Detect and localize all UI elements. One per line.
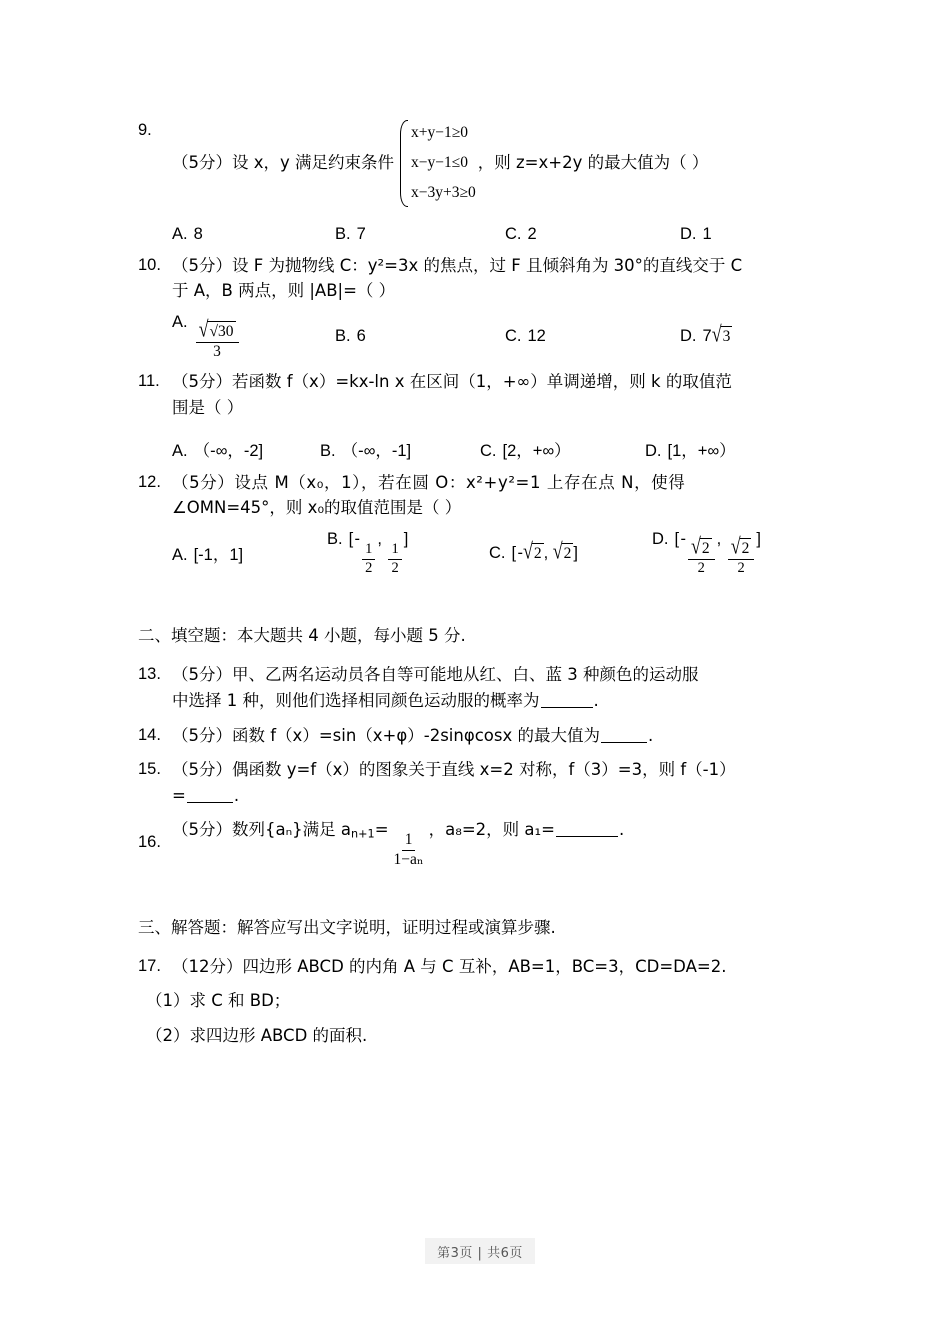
question-14: [138, 723, 838, 749]
question-17: [138, 954, 838, 980]
question-10-line-1: （5分）设 F 为抛物线 C：y²=3x 的焦点，过 F 且倾斜角为 30°的直线交于 C: [172, 255, 743, 275]
page-footer: [425, 1238, 535, 1264]
question-11-options: [138, 437, 838, 461]
option-12-D[interactable]: D. [ - √ 2 2 , √ 2 2 ]: [652, 529, 762, 577]
option-10-D-expr: 7 √ 3: [702, 322, 731, 348]
system-row-1: x+y−1≥0: [411, 124, 469, 141]
option-12-B-frac-pos: $\frac{1}{2}$: [388, 542, 401, 575]
option-11-A[interactable]: A. （‑∞，‑2]: [172, 441, 264, 460]
answer-blank-16[interactable]: [556, 836, 618, 837]
question-9-number: 9.: [138, 121, 152, 139]
question-11: [138, 369, 838, 395]
option-12-B[interactable]: B. [ - $\frac{1}{2}$ , $\frac{1}{2}$ ]: [327, 530, 409, 576]
question-16-score: （5分）: [172, 820, 232, 840]
question-11-score: （5分）: [172, 372, 232, 392]
question-12-line-2: ∠OMN=45°，则 x₀的取值范围是（ ）: [172, 498, 462, 518]
answer-blank-13[interactable]: [541, 707, 593, 708]
question-17-part-2: （2）求四边形 ABCD 的面积.: [146, 1025, 368, 1045]
option-9-A[interactable]: A. 8: [172, 224, 203, 243]
question-12-score: （5分）: [172, 472, 235, 492]
option-12-D-frac-pos: √ 2 2: [728, 538, 755, 577]
question-9-system: [396, 118, 476, 209]
option-10-A[interactable]: A. √ √30 3: [172, 313, 335, 361]
question-9-score: （5分）: [172, 152, 232, 172]
option-9-D[interactable]: D. 1: [680, 224, 712, 243]
answer-blank-14[interactable]: [601, 742, 647, 743]
question-12-number: 12.: [138, 472, 161, 491]
question-9-options: [138, 225, 838, 244]
option-9-C[interactable]: C. 2: [505, 224, 537, 243]
question-16-fraction: $\frac{1}{\text{1−aₙ}}$: [393, 831, 424, 868]
section-heading-fill-blank: 二、填空题：本大题共 4 小题，每小题 5 分.: [138, 626, 466, 646]
option-12-C-expr: [ - √ 2 , √ 2 ]: [511, 538, 579, 564]
question-9-body: [172, 118, 838, 209]
question-16: [138, 817, 838, 868]
question-10-score: （5分）: [172, 255, 232, 275]
question-10: [138, 253, 838, 279]
question-15-line-2: = .: [172, 785, 240, 805]
question-11-number: 11.: [138, 372, 160, 391]
option-12-C[interactable]: C. [ - √ 2 , √ 2 ]: [489, 538, 579, 564]
question-15-score: （5分）: [172, 760, 232, 780]
question-17-line-1: （12分）四边形 ABCD 的内角 A 与 C 互补，AB=1，BC=3，CD=DA=2.: [172, 956, 727, 976]
option-11-D[interactable]: D. [1，+∞）: [645, 441, 736, 460]
question-14-number: 14.: [138, 725, 161, 744]
question-13: [138, 662, 838, 688]
option-10-C[interactable]: C. 12: [505, 327, 546, 346]
question-10-options: [138, 313, 838, 361]
radicand-30: √30: [209, 322, 234, 340]
question-15-number: 15.: [138, 760, 161, 779]
question-13-line-2: 中选择 1 种，则他们选择相同颜色运动服的概率为 .: [172, 690, 599, 710]
option-10-D[interactable]: D. 7 √ 3: [680, 322, 731, 348]
question-15-line-1: （5分）偶函数 y=f（x）的图象关于直线 x=2 对称，f（3）=3，则 f（‑1）: [172, 760, 736, 780]
question-9: [138, 118, 838, 209]
question-17-score: （12分）: [172, 956, 243, 976]
option-12-A[interactable]: A. [‑1，1]: [172, 546, 244, 565]
question-13-number: 13.: [138, 665, 161, 684]
question-11-line-2: 围是（ ）: [172, 398, 244, 418]
question-9-stem-before: 设 x，y 满足约束条件: [232, 152, 395, 172]
exam-content: [138, 118, 838, 1048]
option-12-B-frac-neg: $\frac{1}{2}$: [362, 542, 375, 575]
option-9-B[interactable]: B. 7: [335, 224, 366, 243]
question-12-line-1: （5分）设点 M（x₀，1），若在圆 O：x²+y²=1 上存在点 N，使得: [172, 472, 686, 492]
question-16-body: （5分）数列{aₙ}满足 $a_{n+1}=$ $\frac{1}{\text{1−aₙ}}$ ，a₈=2，则 a₁= .: [172, 820, 625, 868]
option-10-A-fraction: √ √30 3: [196, 321, 239, 361]
question-14-line-1: （5分）函数 f（x）=sin（x+φ）‑2sinφcosx 的最大值为 .: [172, 725, 654, 745]
question-11-line-1: （5分）若函数 f（x）=kx‑ln x 在区间（1，+∞）单调递增，则 k 的取值范: [172, 372, 732, 392]
question-16-number: 16.: [138, 832, 161, 851]
answer-blank-15[interactable]: [187, 802, 233, 803]
system-row-2: x−y−1≤0: [411, 154, 469, 172]
option-11-B[interactable]: B. （‑∞，‑1]: [320, 441, 412, 460]
question-13-score: （5分）: [172, 665, 232, 685]
question-10-number: 10.: [138, 255, 161, 274]
system-row-3: x−3y+3≥0: [411, 184, 476, 202]
question-12-options: [138, 530, 838, 577]
question-17-part-1: （1）求 C 和 BD；: [146, 991, 291, 1011]
option-10-B[interactable]: B. 6: [335, 327, 366, 346]
page-indicator: 第3页 | 共6页: [437, 1245, 523, 1261]
question-13-line-1: （5分）甲、乙两名运动员各自等可能地从红、白、蓝 3 种颜色的运动服: [172, 665, 699, 685]
question-10-line-2: 于 A，B 两点，则 |AB|=（ ）: [172, 281, 396, 301]
option-12-D-frac-neg: √ 2 2: [688, 538, 715, 577]
question-12: [138, 470, 838, 496]
question-9-stem-after: ，则 z=x+2y 的最大值为（ ）: [477, 152, 709, 172]
section-heading-solution: 三、解答题：解答应写出文字说明，证明过程或演算步骤.: [138, 917, 556, 937]
left-brace-icon: [396, 118, 407, 209]
question-14-score: （5分）: [172, 725, 232, 745]
question-16-subscript: n+1: [351, 827, 375, 841]
question-17-number: 17.: [138, 956, 161, 975]
question-15: [138, 757, 838, 783]
option-11-C[interactable]: C. [2，+∞）: [480, 441, 571, 460]
